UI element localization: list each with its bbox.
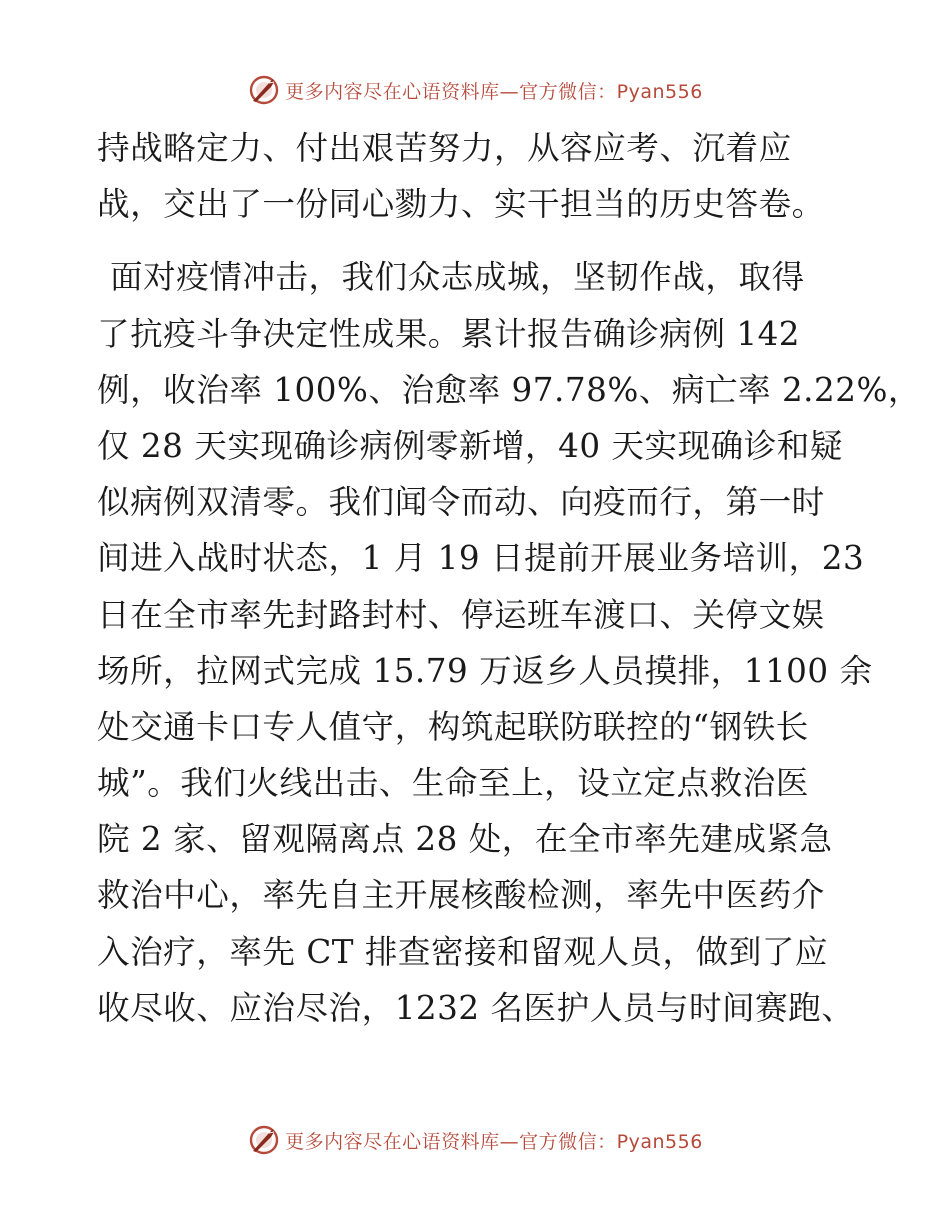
footer-banner-text: 更多内容尽在心语资料库—官方微信：Pyan556: [285, 1130, 703, 1153]
document-body: [97, 120, 922, 1036]
text-line: 面对疫情冲击，我们众志成城，坚韧作战，取得: [110, 258, 805, 297]
text-line: 持战略定力、付出艰苦努力，从容应考、沉着应: [97, 129, 792, 167]
header-banner: [0, 70, 950, 110]
text-line: 城”。我们火线出击、生命至上，设立定点救治医: [97, 764, 809, 803]
text-line: 日在全市率先封路封村、停运班车渡口、关停文娱: [97, 595, 825, 634]
text-line: 处交通卡口专人值守，构筑起联防联控的“钢铁长: [97, 707, 809, 746]
header-banner-text: 更多内容尽在心语资料库—官方微信：Pyan556: [285, 80, 703, 103]
text-line: 了抗疫斗争决定性成果。累计报告确诊病例 142: [97, 314, 801, 353]
paragraph-2: [97, 249, 922, 1036]
text-line: 收尽收、应治尽治，1232 名医护人员与时间赛跑、: [97, 988, 855, 1027]
paragraph-1: [97, 120, 857, 232]
text-line: 似病例双清零。我们闻令而动、向疫而行，第一时: [97, 483, 825, 522]
footer-banner: [0, 1120, 950, 1160]
text-line: 仅 28 天实现确诊病例零新增，40 天实现确诊和疑: [97, 426, 843, 465]
quill-pen-icon: [247, 1123, 281, 1157]
text-line: 例，收治率 100%、治愈率 97.78%、病亡率 2.22%，: [97, 370, 922, 409]
text-line: 院 2 家、留观隔离点 28 处，在全市率先建成紧急: [97, 820, 833, 859]
text-line: 场所，拉网式完成 15.79 万返乡人员摸排，1100 余: [97, 651, 873, 690]
text-line: 入治疗，率先 CT 排查密接和留观人员，做到了应: [97, 932, 828, 971]
text-line: 间进入战时状态，1 月 19 日提前开展业务培训，23: [97, 539, 865, 578]
quill-pen-icon: [247, 73, 281, 107]
text-line: 救治中心，率先自主开展核酸检测，率先中医药介: [97, 876, 825, 915]
text-line: 战，交出了一份同心勠力、实干担当的历史答卷。: [97, 185, 825, 224]
